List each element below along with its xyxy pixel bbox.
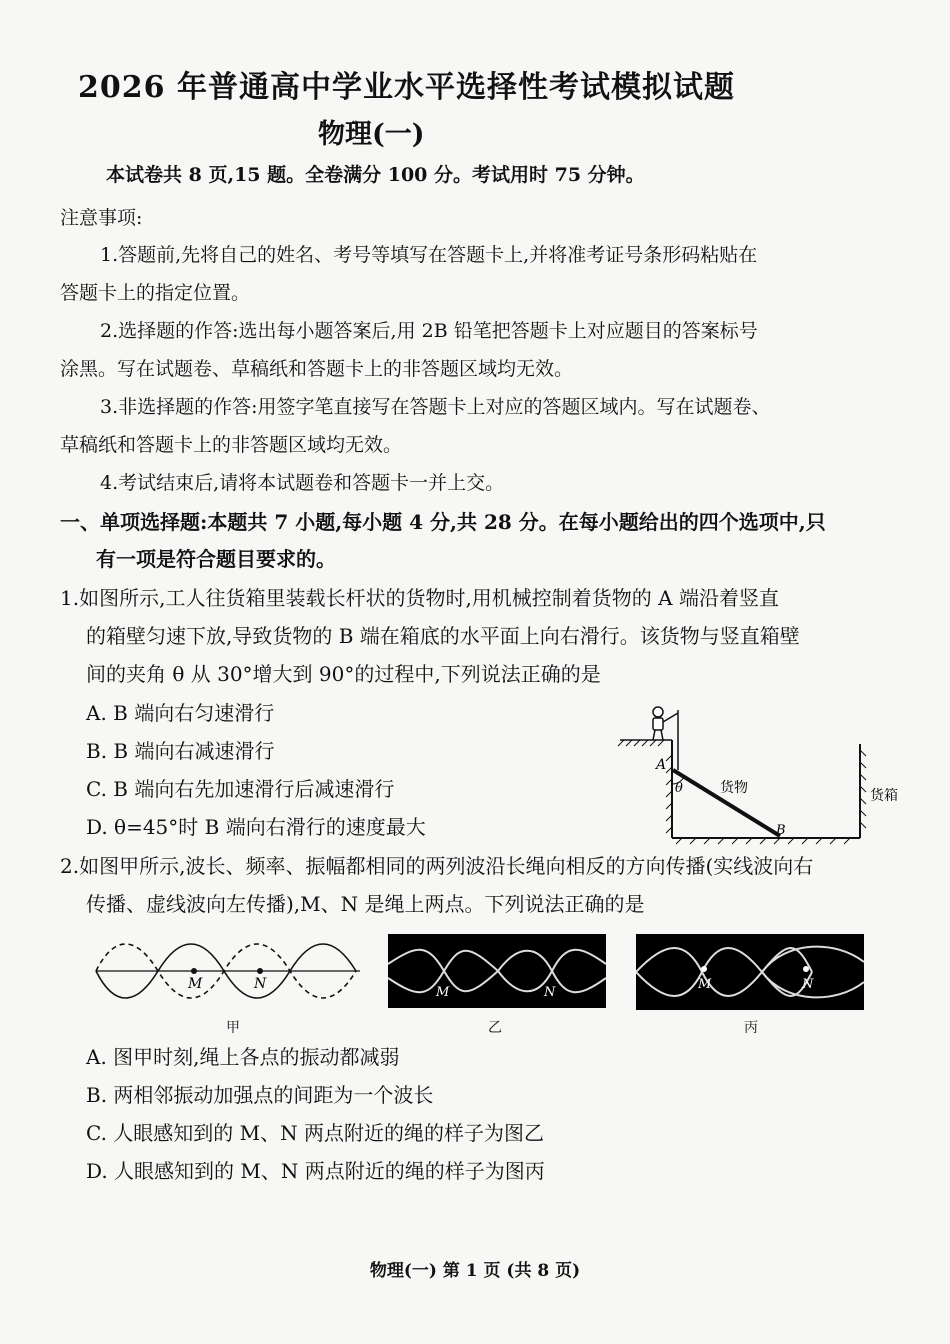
notice-line: 3.非选择题的作答:用签字笔直接写在答题卡上对应的答题区域内。写在试题卷、 <box>100 396 771 418</box>
label-m: M <box>436 985 450 1000</box>
q2-option-d: D. 人眼感知到的 M、N 两点附近的绳的样子为图丙 <box>86 1159 545 1183</box>
label-b: B <box>776 823 786 838</box>
q2-option-a: A. 图甲时刻,绳上各点的振动都减弱 <box>86 1045 400 1069</box>
label-n: N <box>544 985 556 1000</box>
q2-stem-line: 传播、虚线波向左传播),M、N 是绳上两点。下列说法正确的是 <box>86 892 645 916</box>
q2-stem-line: 2.如图甲所示,波长、频率、振幅都相同的两列波沿长绳向相反的方向传播(实线波向右 <box>60 854 814 878</box>
q1-stem-line: 1.如图所示,工人往货箱里装载长杆状的货物时,用机械控制着货物的 A 端沿着竖直 <box>60 586 779 610</box>
notice-line: 答题卡上的指定位置。 <box>60 282 251 304</box>
q2-option-b: B. 两相邻振动加强点的间距为一个波长 <box>86 1083 434 1107</box>
page-subtitle: 物理(一) <box>318 119 425 150</box>
q1-option-c: C. B 端向右先加速滑行后减速滑行 <box>86 777 395 801</box>
label-cargo: 货物 <box>720 780 748 796</box>
q1-stem-line: 间的夹角 θ 从 30°增大到 90°的过程中,下列说法正确的是 <box>86 662 601 686</box>
notice-line: 草稿纸和答题卡上的非答题区域均无效。 <box>60 434 403 456</box>
q1-cargo-figure <box>612 700 912 845</box>
wave-figure-jia <box>92 926 364 1016</box>
caption-yi: 乙 <box>488 1020 502 1036</box>
label-n: N <box>802 977 814 992</box>
notice-heading: 注意事项: <box>60 207 143 229</box>
q1-option-a: A. B 端向右匀速滑行 <box>86 701 275 725</box>
q1-option-b: B. B 端向右减速滑行 <box>86 739 275 763</box>
notice-line: 4.考试结束后,请将本试题卷和答题卡一并上交。 <box>100 472 505 494</box>
label-a: A <box>656 757 667 773</box>
caption-jia: 甲 <box>226 1020 240 1036</box>
label-m: M <box>698 977 712 992</box>
exam-info: 本试卷共 8 页,15 题。全卷满分 100 分。考试用时 75 分钟。 <box>106 164 645 186</box>
notice-line: 1.答题前,先将自己的姓名、考号等填写在答题卡上,并将准考证号条形码粘贴在 <box>100 244 758 266</box>
q1-option-d: D. θ=45°时 B 端向右滑行的速度最大 <box>86 815 426 839</box>
q2-option-c: C. 人眼感知到的 M、N 两点附近的绳的样子为图乙 <box>86 1121 544 1145</box>
page-title: 2026 年普通高中学业水平选择性考试模拟试题 <box>78 70 735 105</box>
photo-bing <box>636 934 864 1010</box>
label-n: N <box>254 976 267 992</box>
label-theta: θ <box>675 781 683 796</box>
caption-bing: 丙 <box>744 1020 758 1036</box>
notice-line: 涂黑。写在试题卷、草稿纸和答题卡上的非答题区域均无效。 <box>60 358 574 380</box>
photo-yi <box>388 934 606 1008</box>
q1-stem-line: 的箱壁匀速下放,导致货物的 B 端在箱底的水平面上向右滑行。该货物与竖直箱壁 <box>86 624 800 648</box>
label-m: M <box>188 976 203 992</box>
section-heading: 一、单项选择题:本题共 7 小题,每小题 4 分,共 28 分。在每小题给出的四个选项中,只 <box>60 510 826 534</box>
label-box: 货箱 <box>870 788 898 804</box>
section-heading-cont: 有一项是符合题目要求的。 <box>96 547 336 571</box>
page-footer: 物理(一) 第 1 页 (共 8 页) <box>369 1261 581 1281</box>
notice-line: 2.选择题的作答:选出每小题答案后,用 2B 铅笔把答题卡上对应题目的答案标号 <box>100 320 758 342</box>
